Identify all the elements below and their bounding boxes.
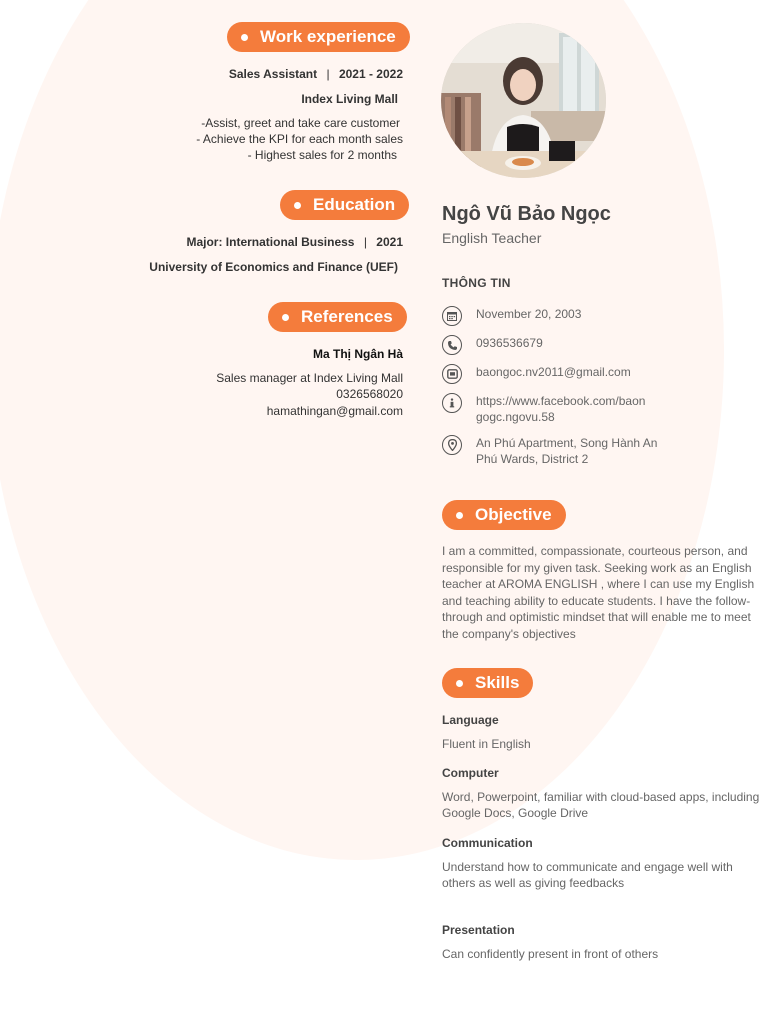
skill-desc-communication: Understand how to communicate and engage well with others as well as giving feedbacks <box>442 860 733 890</box>
info-phone-row <box>442 335 666 355</box>
skill-name-language: Language <box>442 713 499 727</box>
info-facebook-row[interactable] <box>442 393 666 425</box>
education-year: 2021 <box>376 235 403 249</box>
work-duty-1: -Assist, greet and take care customer <box>201 116 400 130</box>
objective-heading <box>442 500 566 530</box>
email-icon <box>442 364 462 384</box>
bullet-dot-icon <box>241 34 248 41</box>
work-separator: | <box>326 67 330 81</box>
bullet-dot-icon <box>456 680 463 687</box>
profile-role: English Teacher <box>442 230 542 246</box>
profile-name: Ngô Vũ Bảo Ngọc <box>442 203 611 225</box>
references-title: References <box>301 307 393 326</box>
profile-photo-illustration <box>441 23 606 178</box>
info-email: baongoc.nv2011@gmail.com <box>476 365 631 379</box>
education-title: Education <box>313 195 396 214</box>
reference-phone: 0326568020 <box>336 387 403 401</box>
calendar-icon <box>442 306 462 326</box>
location-pin-icon <box>442 435 462 455</box>
education-major: Major: International Business <box>186 235 355 249</box>
skills-title: Skills <box>475 673 520 692</box>
profile-photo <box>441 23 606 178</box>
skill-desc-language: Fluent in English <box>442 737 531 751</box>
work-position-line <box>229 66 403 82</box>
bullet-dot-icon <box>456 512 463 519</box>
work-experience-title: Work experience <box>260 27 396 46</box>
objective-text: I am a committed, compassionate, courteous person, and responsible for my given task. Seeking work as an English teacher at AROMA ENGLISH , where I can use my English and teaching ability to educate students. I have the follow-through and optimistic mindset that will enable me to meet the company's objectives <box>442 544 755 641</box>
info-address-row <box>442 435 666 467</box>
info-address <box>476 435 666 467</box>
skill-name-communication: Communication <box>442 836 533 850</box>
education-heading <box>280 190 409 220</box>
education-major-line <box>186 234 403 250</box>
info-address-line-1: An Phú Apartment, Song Hành An <box>476 436 658 450</box>
skills-heading <box>442 668 533 698</box>
info-facebook-link[interactable] <box>476 393 666 425</box>
work-position: Sales Assistant <box>228 67 318 81</box>
info-birthday-row <box>442 306 666 326</box>
work-duty-3: - Highest sales for 2 months <box>247 148 397 162</box>
skill-name-presentation: Presentation <box>442 923 515 937</box>
info-phone: 0936536679 <box>476 336 543 350</box>
work-company: Index Living Mall <box>301 92 398 106</box>
info-email-row <box>442 364 666 384</box>
work-experience-heading <box>227 22 410 52</box>
references-heading <box>268 302 407 332</box>
work-period: 2021 - 2022 <box>338 67 403 81</box>
education-school: University of Economics and Finance (UEF) <box>149 260 398 274</box>
skill-desc-computer: Word, Powerpoint, familiar with cloud-based apps, including Google Docs, Google Drive <box>442 790 760 820</box>
reference-email: hamathingan@gmail.com <box>266 404 403 418</box>
work-duty-2: - Achieve the KPI for each month sales <box>196 132 403 146</box>
phone-icon <box>442 335 462 355</box>
info-heading: THÔNG TIN <box>442 276 511 290</box>
bullet-dot-icon <box>294 202 301 209</box>
skill-desc-presentation: Can confidently present in front of others <box>442 947 659 961</box>
reference-name: Ma Thị Ngân Hà <box>312 347 403 361</box>
info-facebook-line-1: https://www.facebook.com/baon <box>476 394 646 408</box>
info-address-line-2: Phú Wards, District 2 <box>476 452 589 466</box>
skill-name-computer: Computer <box>442 766 499 780</box>
info-facebook-line-2: gogc.ngovu.58 <box>476 410 555 424</box>
info-circle-icon <box>442 393 462 413</box>
bullet-dot-icon <box>282 314 289 321</box>
objective-title: Objective <box>475 505 552 524</box>
education-separator: | <box>363 235 367 249</box>
reference-title: Sales manager at Index Living Mall <box>216 371 403 385</box>
info-birthday: November 20, 2003 <box>476 307 582 321</box>
